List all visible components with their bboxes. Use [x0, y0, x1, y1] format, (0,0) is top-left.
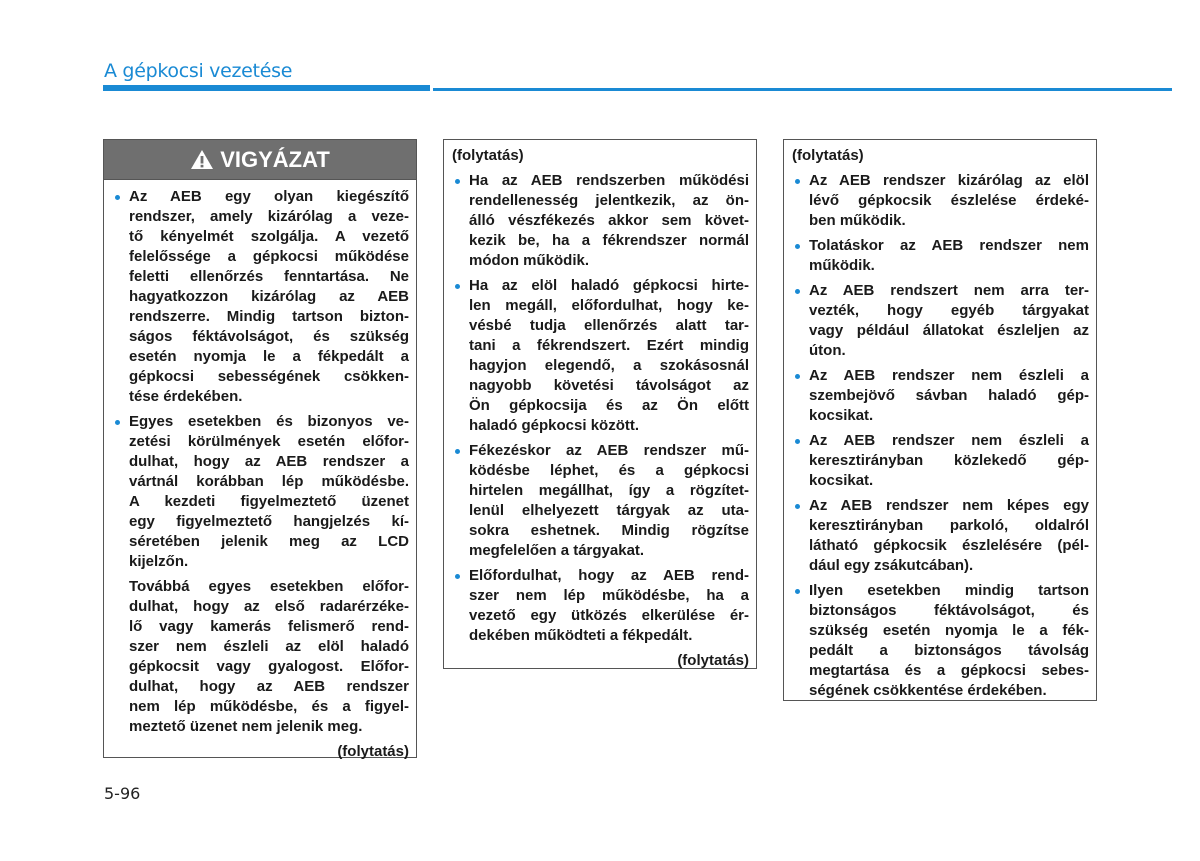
- bullet-item: [792, 171, 1089, 231]
- continued-bottom-label: (folytatás): [677, 652, 749, 669]
- text-line: lévő gépkocsik észlelése érdeké-: [809, 192, 1089, 209]
- text-line: nem lép működésbe, és a figyel-: [129, 698, 409, 715]
- text-line: ködésbe léphet, és a gépkocsi: [469, 462, 749, 479]
- bullet-item: [452, 441, 749, 561]
- text-line: biztonságos féktávolságot, és: [809, 602, 1089, 619]
- text-line: Az AEB rendszer nem képes egy: [809, 497, 1089, 514]
- text-line: egy figyelmeztető hangjelzés kí-: [129, 513, 409, 530]
- text-line: Ilyen esetekben mindig tartson: [809, 582, 1089, 599]
- text-line: Az AEB rendszer nem észleli a: [809, 367, 1089, 384]
- text-line: tő kényelmét szolgálja. A vezető: [129, 228, 409, 245]
- text-line: zetési körülmények esetén előfor-: [129, 433, 409, 450]
- text-line: Egyes esetekben és bizonyos ve-: [129, 413, 409, 430]
- text-line: keresztirányban parkoló, oldalról: [809, 517, 1089, 534]
- text-line: vezték, hogy egyéb tárgyakat: [809, 302, 1089, 319]
- text-line: sokra eshetnek. Mindig rögzítse: [469, 522, 749, 539]
- text-line: kocsikat.: [809, 407, 874, 424]
- bullet-item: [792, 431, 1089, 491]
- bullet-dot-icon: [455, 449, 460, 454]
- text-line: keresztirányban közlekedő gép-: [809, 452, 1089, 469]
- text-line: gépkocsit vagy gyalogost. Előfor-: [129, 658, 409, 675]
- bullet-dot-icon: [795, 589, 800, 594]
- bullet-item: [112, 187, 409, 407]
- text-line: Az AEB rendszer kizárólag az elöl: [809, 172, 1089, 189]
- column-content: [104, 180, 416, 768]
- text-line: dulhat, hogy az első radarérzéke-: [129, 598, 409, 615]
- text-line: Továbbá egyes esetekben előfor-: [129, 578, 409, 595]
- text-line: gépkocsi sebességének csökken-: [129, 368, 409, 385]
- header-bar-thin: [433, 88, 1172, 91]
- text-line: rendszer, amely kizárólag a veze-: [129, 208, 409, 225]
- text-line: vésbé tudja ellenőrzés alatt tar-: [469, 317, 749, 334]
- text-line: Az AEB rendszert nem arra ter-: [809, 282, 1089, 299]
- bullet-item: [792, 581, 1089, 701]
- text-line: kezik be, ha a fékrendszer normál: [469, 232, 749, 249]
- text-line: kocsikat.: [809, 472, 874, 489]
- text-line: szembejövő sávban haladó gép-: [809, 387, 1089, 404]
- text-line: meztető üzenet nem jelenik meg.: [129, 718, 363, 735]
- text-line: szükség esetén nyomja le a fék-: [809, 622, 1089, 639]
- continued-top-label: (folytatás): [452, 147, 524, 164]
- caution-label: VIGYÁZAT: [220, 146, 330, 172]
- text-line: módon működik.: [469, 252, 589, 269]
- bullet-item: [112, 412, 409, 572]
- text-line: rendellenesség jelentkezik, az ön-: [469, 192, 749, 209]
- text-line: dekében működteti a fékpedált.: [469, 627, 693, 644]
- text-line: feletti ellenőrzés fenntartása. Ne: [129, 268, 409, 285]
- text-line: ségének csökkentése érdekében.: [809, 682, 1047, 699]
- bullet-dot-icon: [455, 284, 460, 289]
- text-line: látható gépkocsik észlelésére (pél-: [809, 537, 1089, 554]
- text-line: kijelzőn.: [129, 553, 189, 570]
- text-line: Ön gépkocsija és az Ön előtt: [469, 397, 749, 414]
- bullet-item: [792, 496, 1089, 576]
- bullet-dot-icon: [115, 420, 120, 425]
- text-line: Fékezéskor az AEB rendszer mű-: [469, 442, 749, 459]
- text-line: Az AEB egy olyan kiegészítő: [129, 188, 409, 205]
- text-line: lenül elhelyezett tárgyak az uta-: [469, 502, 749, 519]
- text-line: len megáll, előfordulhat, hogy ke-: [469, 297, 749, 314]
- bullet-item: [792, 281, 1089, 361]
- bullet-dot-icon: [795, 244, 800, 249]
- paragraph: [112, 577, 409, 737]
- text-line: úton.: [809, 342, 846, 359]
- caution-header: [104, 140, 416, 180]
- section-title: A gépkocsi vezetése: [104, 60, 293, 82]
- caution-box: [103, 139, 417, 758]
- text-line: hirtelen megállhat, így a rögzítet-: [469, 482, 749, 499]
- column-content: [444, 140, 756, 677]
- text-line: ságos féktávolságot, és szükség: [129, 328, 409, 345]
- bullet-dot-icon: [795, 374, 800, 379]
- warning-triangle-icon: [190, 149, 214, 170]
- text-line: hagyjon elegendő, a szokásosnál: [469, 357, 749, 374]
- text-line: Előfordulhat, hogy az AEB rend-: [469, 567, 749, 584]
- bullet-item: [792, 366, 1089, 426]
- text-line: megtartása és a gépkocsi sebes-: [809, 662, 1089, 679]
- text-line: tani a fékrendszert. Ezért mindig: [469, 337, 749, 354]
- text-line: szer nem lép működésbe, ha a: [469, 587, 749, 604]
- text-line: hagyatkozzon kizárólag az AEB: [129, 288, 409, 305]
- text-line: felelőssége a gépkocsi működése: [129, 248, 409, 265]
- bullet-dot-icon: [455, 574, 460, 579]
- continued-top-label: (folytatás): [792, 147, 864, 164]
- text-line: Ha az AEB rendszerben működési: [469, 172, 749, 189]
- text-line: vezető egy ütközés elkerülése ér-: [469, 607, 749, 624]
- text-line: nagyobb követési távolságot az: [469, 377, 749, 394]
- text-line: rendszerre. Mindig tartson bizton-: [129, 308, 409, 325]
- text-line: A kezdeti figyelmeztető üzenet: [129, 493, 409, 510]
- text-line: álló vészfékezés akkor sem követ-: [469, 212, 749, 229]
- text-line: haladó gépkocsi között.: [469, 417, 640, 434]
- bullet-dot-icon: [795, 289, 800, 294]
- text-line: séretében jelenik meg az LCD: [129, 533, 409, 550]
- bullet-item: [452, 276, 749, 436]
- text-line: működik.: [809, 257, 875, 274]
- text-line: lő vagy kamerás felismerő rend-: [129, 618, 409, 635]
- bullet-item: [452, 171, 749, 271]
- text-line: esetén nyomja le a fékpedált a: [129, 348, 409, 365]
- bullet-dot-icon: [115, 195, 120, 200]
- continued-box-2: [443, 139, 757, 669]
- column-content: [784, 140, 1096, 712]
- text-line: vártnál korábban lép működésbe.: [129, 473, 409, 490]
- text-line: pedált a biztonságos távolság: [809, 642, 1089, 659]
- text-line: megfelelően a tárgyakat.: [469, 542, 645, 559]
- bullet-item: [452, 566, 749, 646]
- bullet-item: [792, 236, 1089, 276]
- text-line: Az AEB rendszer nem észleli a: [809, 432, 1089, 449]
- text-line: szer nem észleli az elöl haladó: [129, 638, 409, 655]
- text-line: tése érdekében.: [129, 388, 243, 405]
- bullet-dot-icon: [455, 179, 460, 184]
- bullet-dot-icon: [795, 179, 800, 184]
- text-line: Ha az elöl haladó gépkocsi hirte-: [469, 277, 749, 294]
- text-line: dulhat, hogy az AEB rendszer a: [129, 453, 409, 470]
- text-line: dául egy zsákutcában).: [809, 557, 974, 574]
- text-line: dulhat, hogy az AEB rendszer: [129, 678, 409, 695]
- header-bar-thick: [103, 85, 430, 91]
- bullet-dot-icon: [795, 504, 800, 509]
- text-line: vagy például állatokat észleljen az: [809, 322, 1089, 339]
- text-line: Tolatáskor az AEB rendszer nem: [809, 237, 1089, 254]
- continued-bottom-label: (folytatás): [337, 743, 409, 760]
- text-line: ben működik.: [809, 212, 906, 229]
- bullet-dot-icon: [795, 439, 800, 444]
- page-number: 5-96: [104, 784, 141, 803]
- continued-box-3: [783, 139, 1097, 701]
